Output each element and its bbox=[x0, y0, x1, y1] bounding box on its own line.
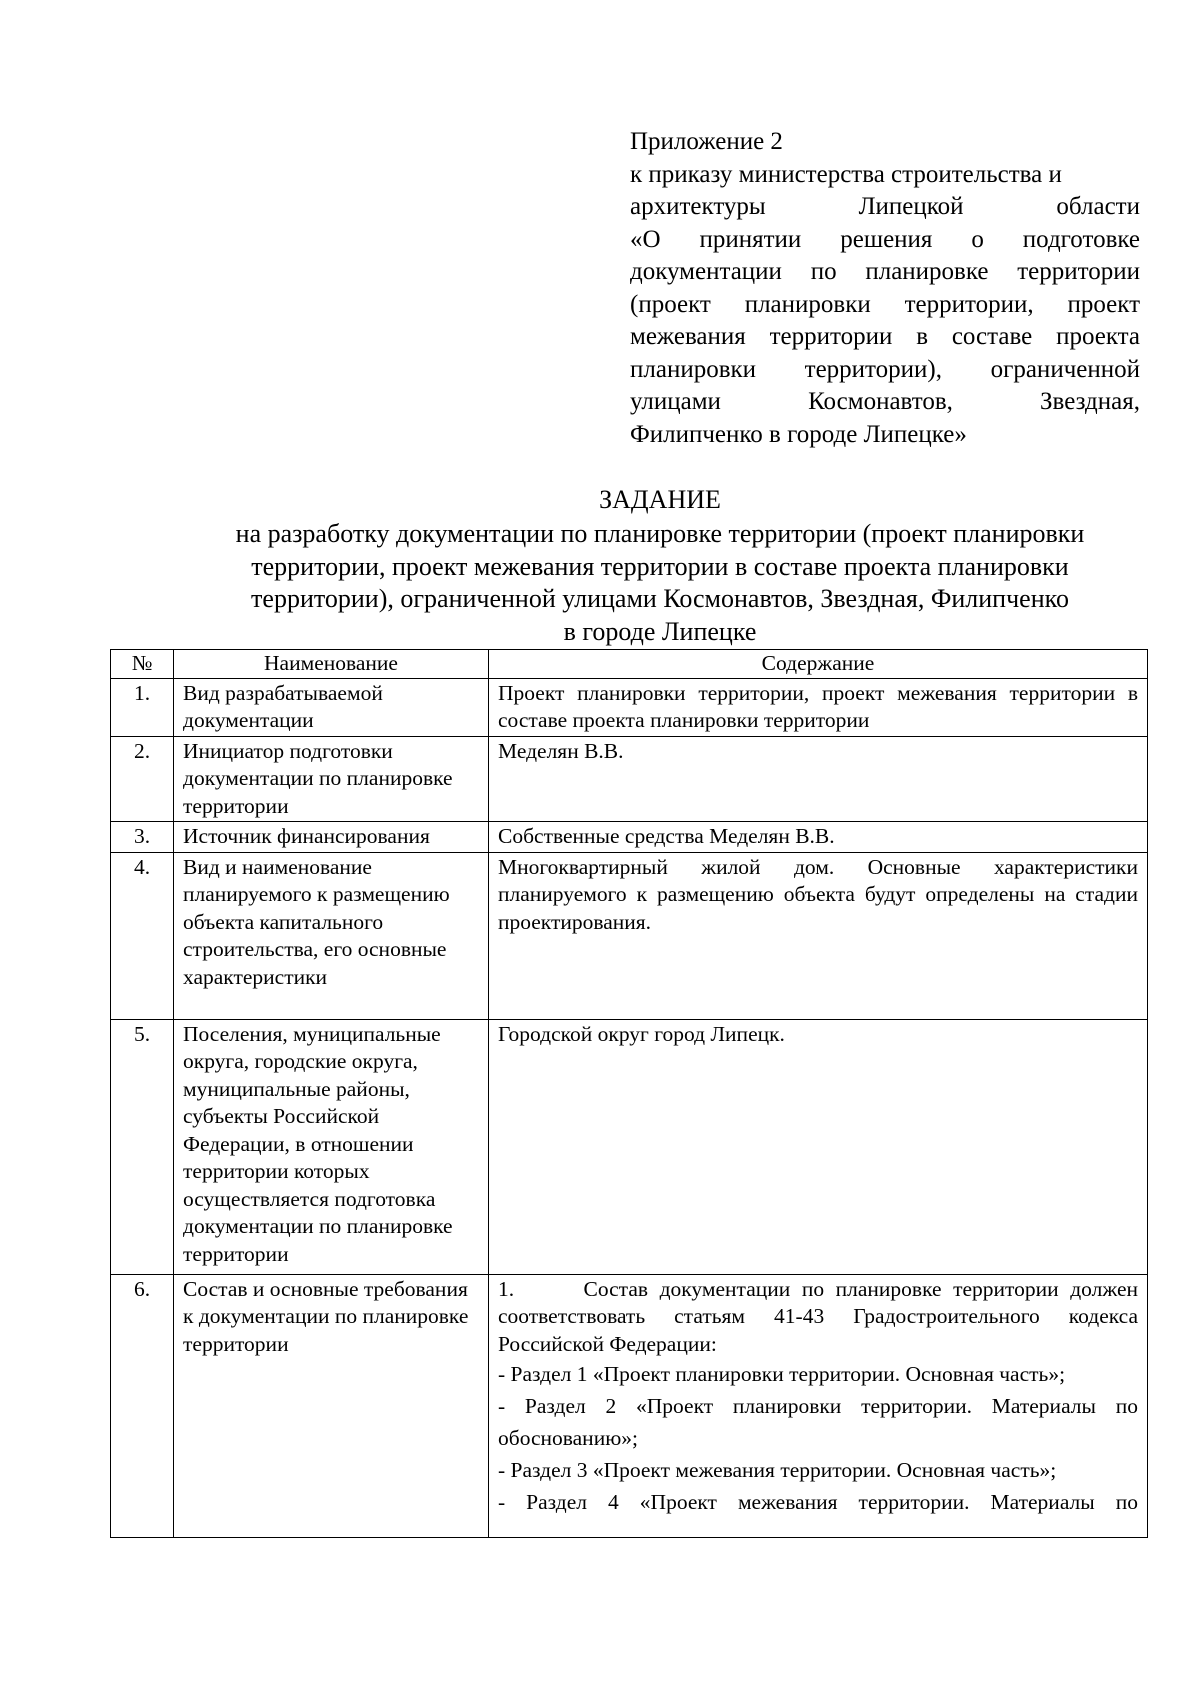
row-content bbox=[489, 678, 1148, 736]
task-description-line: на разработку документации по планировке территории (проект планировки bbox=[235, 519, 1085, 548]
table-header-row bbox=[111, 650, 1148, 679]
row-content bbox=[489, 822, 1148, 853]
row-name: Источник финансирования bbox=[174, 822, 489, 853]
row-name: Вид разрабатываемой документации bbox=[174, 678, 489, 736]
task-description-line: в городе Липецке bbox=[563, 616, 757, 646]
appendix-order-name-end: Филипченко в городе Липецке» bbox=[630, 420, 967, 448]
content-paragraph: - Раздел 4 «Проект межевания территории. Материалы по bbox=[498, 1490, 1138, 1514]
column-header-content: Содержание bbox=[489, 650, 1148, 679]
appendix-block bbox=[630, 126, 1140, 451]
task-description bbox=[0, 518, 1200, 648]
content-paragraph: 1. Состав документации по планировке территории должен соответствовать статьям 41-43 Градостроительного кодекса Российской Федерации: bbox=[498, 1276, 1144, 1356]
row-number: 6. bbox=[111, 1274, 174, 1537]
row-name: Поселения, муниципальные округа, городские округа, муниципальные районы, субъекты Российской Федерации, в отношении территории которых осуществляется подготовка документации по планировке территории bbox=[174, 1019, 489, 1274]
task-description-line: территории, проект межевания территории в составе проекта планировки bbox=[251, 551, 1069, 581]
content-paragraph: Проект планировки территории, проект межевания территории в составе проекта планировки территории bbox=[498, 680, 1138, 732]
table-row bbox=[111, 1274, 1148, 1537]
row-number: 4. bbox=[111, 852, 174, 1019]
task-title: ЗАДАНИЕ bbox=[599, 485, 721, 514]
content-paragraph: - Раздел 2 «Проект планировки территории. Материалы по обоснованию»; bbox=[498, 1394, 1138, 1450]
row-number: 2. bbox=[111, 736, 174, 822]
table-row bbox=[111, 678, 1148, 736]
table-row bbox=[111, 736, 1148, 822]
column-header-number: № bbox=[111, 650, 174, 679]
appendix-ministry-line: архитектуры Липецкой области bbox=[630, 193, 1140, 220]
row-name: Вид и наименование планируемого к размещению объекта капитального строительства, его основные характеристики bbox=[174, 852, 489, 1019]
row-name: Состав и основные требования к документации по планировке территории bbox=[174, 1274, 489, 1537]
task-description-line: территории), ограниченной улицами Космонавтов, Звездная, Филипченко bbox=[251, 584, 1069, 613]
column-header-name: Наименование bbox=[174, 650, 489, 679]
content-paragraph: - Раздел 1 «Проект планировки территории. Основная часть»; bbox=[498, 1362, 1066, 1386]
task-table bbox=[110, 649, 1148, 1538]
table-row bbox=[111, 852, 1148, 1019]
content-paragraph: Собственные средства Меделян В.В. bbox=[498, 824, 835, 848]
row-content bbox=[489, 852, 1148, 1019]
row-content bbox=[489, 1274, 1148, 1537]
content-paragraph: Меделян В.В. bbox=[498, 738, 624, 763]
row-number: 3. bbox=[111, 822, 174, 853]
appendix-title: Приложение 2 bbox=[630, 128, 783, 155]
row-number: 5. bbox=[111, 1019, 174, 1274]
row-number: 1. bbox=[111, 678, 174, 736]
content-paragraph: Многоквартирный жилой дом. Основные характеристики планируемого к размещению объекта будут определены на стадии проектирования. bbox=[498, 854, 1138, 934]
appendix-order-line: к приказу министерства строительства и bbox=[630, 160, 1062, 188]
table-row bbox=[111, 1019, 1148, 1274]
row-content bbox=[489, 1019, 1148, 1274]
row-name: Инициатор подготовки документации по планировке территории bbox=[174, 736, 489, 822]
row-content bbox=[489, 736, 1148, 822]
content-paragraph: - Раздел 3 «Проект межевания территории. Основная часть»; bbox=[498, 1458, 1057, 1482]
content-paragraph: Городской округ город Липецк. bbox=[498, 1021, 785, 1046]
table-row bbox=[111, 822, 1148, 853]
appendix-order-name: «О принятии решения о подготовке документации по планировке территории (проект планировки территории, проект межевания территории в составе проекта планировки территории), ограниченной улицами Космонавтов, Звездная, bbox=[630, 225, 1140, 415]
